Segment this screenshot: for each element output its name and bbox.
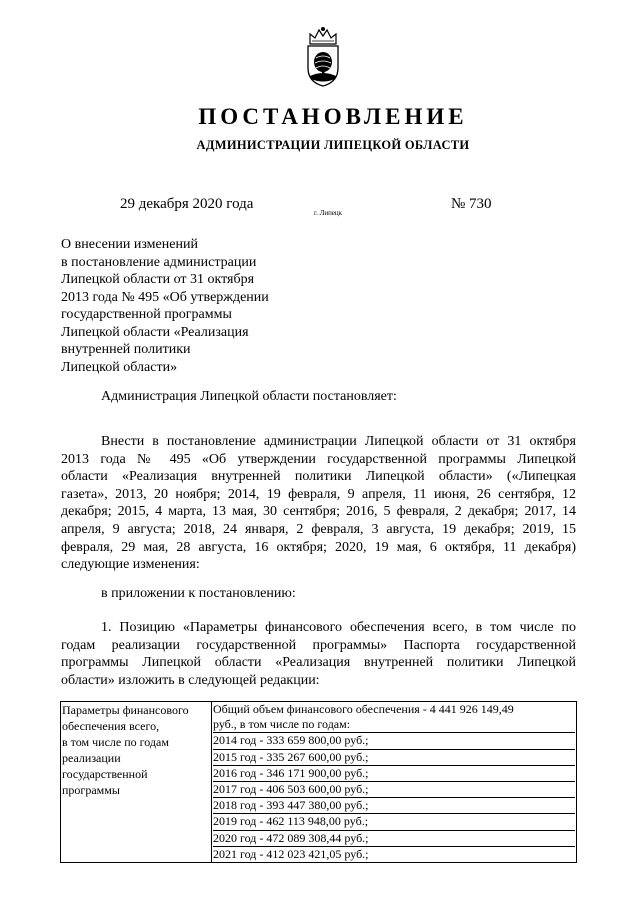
cell-line: программы [62, 783, 120, 797]
total-volume-line: Общий объем финансового обеспечения - 4 441 926 149,49 [213, 702, 514, 716]
total-volume-line: руб., в том числе по годам: [213, 717, 575, 733]
document-city: г. Липецк [314, 209, 343, 217]
paragraph-line: области» изложить в следующей редакции: [61, 672, 320, 688]
heading-line: Липецкой области от 31 октября [61, 272, 255, 287]
paragraph-line: апреля, 9 августа; 2018, 24 января, 2 февраля, 3 августа, 19 декабря; 2019, 15 [61, 521, 576, 537]
paragraph-line: программы Липецкой области «Реализация внутренней политики Липецкой [61, 655, 576, 671]
document-heading [61, 236, 321, 376]
paragraph-item-1 [61, 619, 576, 689]
document-subtitle: АДМИНИСТРАЦИИ ЛИПЕЦКОЙ ОБЛАСТИ [196, 138, 470, 152]
cell-line: в том числе по годам [62, 735, 169, 749]
year-amount: 2021 год - 412 023 421,05 руб.; [213, 846, 369, 861]
heading-line: Липецкой области» [61, 359, 178, 375]
cell-line: обеспечения всего, [62, 719, 160, 733]
paragraph-line: февраля, 29 мая, 28 августа, 16 октября; 2020, 19 мая, 6 октября, 11 декабря) [61, 539, 576, 555]
heading-line: Липецкой области «Реализация [61, 324, 249, 340]
paragraph-appendix: в приложении к постановлению: [101, 586, 296, 601]
decree-statement: Администрация Липецкой области постановляет: [101, 389, 397, 404]
paragraph-line: Внести в постановление администрации Липецкой области от 31 октября [101, 434, 576, 449]
coat-of-arms-emblem [302, 26, 344, 88]
heading-line: государственной программы [61, 307, 232, 322]
heading-line: О внесении изменений [61, 237, 198, 252]
document-date: 29 декабря 2020 года [120, 196, 254, 212]
year-amount: 2018 год - 393 447 380,00 руб.; [213, 798, 575, 814]
heading-line: 2013 года № 495 «Об утверждении [61, 289, 269, 305]
heading-line: в постановление администрации [61, 254, 257, 270]
year-amount: 2014 год - 333 659 800,00 руб.; [213, 733, 575, 749]
table-row [61, 702, 577, 863]
year-amount: 2019 год - 462 113 948,00 руб.; [213, 814, 575, 830]
table-cell-parameter [61, 702, 212, 863]
year-amount: 2017 год - 406 503 600,00 руб.; [213, 782, 575, 798]
paragraph-line: 2013 года № 495 «Об утверждении государственной программы Липецкой [61, 451, 576, 467]
year-amount: 2020 год - 472 089 308,44 руб.; [213, 831, 575, 847]
heading-line: внутренней политики [61, 342, 191, 357]
paragraph-amendments [61, 433, 576, 574]
year-amount: 2015 год - 335 267 600,00 руб.; [213, 750, 575, 766]
year-amount: 2016 год - 346 171 900,00 руб.; [213, 766, 575, 782]
paragraph-line: следующие изменения: [61, 557, 200, 573]
cell-line: Параметры финансового [62, 703, 189, 717]
table-cell-values [212, 702, 577, 863]
document-title: ПОСТАНОВЛЕНИЕ [198, 104, 468, 129]
paragraph-line: области «Реализация внутренней политики Липецкой области» («Липецкая [61, 469, 576, 485]
paragraph-line: 1. Позицию «Параметры финансового обеспечения всего, в том числе по [101, 620, 576, 635]
paragraph-line: годам реализации государственной программы» Паспорта государственной [61, 637, 576, 653]
paragraph-line: декабря; 2015, 4 марта, 13 мая, 30 сентября; 2016, 5 февраля, 2 декабря; 2017, 14 [61, 504, 576, 520]
document-number: № 730 [451, 196, 492, 212]
paragraph-line: газета», 2013, 20 ноября; 2014, 19 февраля, 9 апреля, 11 июня, 26 сентября, 12 [61, 486, 576, 502]
cell-line: реализации [62, 751, 121, 765]
cell-line: государственной [62, 767, 148, 781]
financing-table [60, 701, 577, 863]
